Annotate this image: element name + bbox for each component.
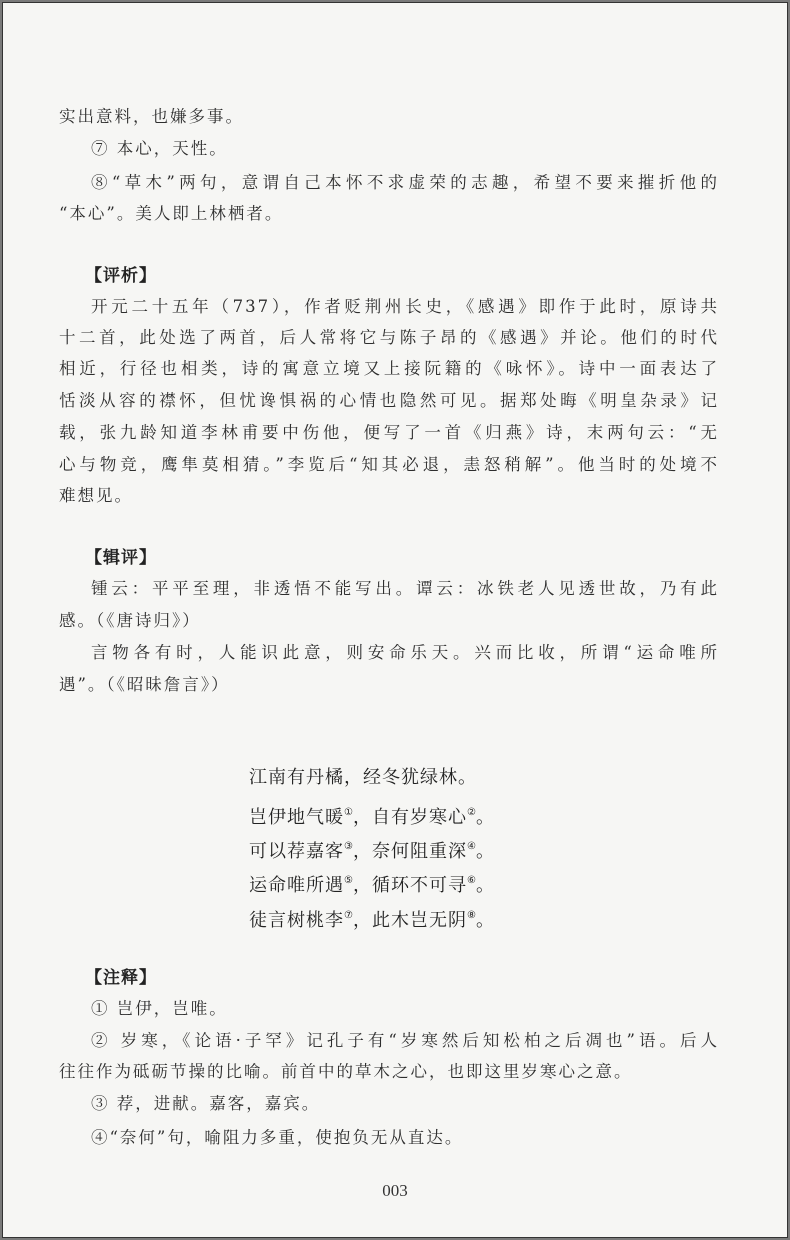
section-heading-jiping: 【辑评】	[85, 548, 157, 568]
jiping-comment-2-line-1: 言物各有时，人能识此意，则安命乐天。兴而比收，所谓“运命唯所	[91, 643, 719, 662]
pingxi-line-5: 载，张九龄知道李林甫要中伤他，便写了一首《归燕》诗，末两句云：“无	[59, 423, 719, 442]
note-marker: ②	[466, 807, 476, 818]
pingxi-line-4: 恬淡从容的襟怀，但忧谗惧祸的心情也隐然可见。据郑处晦《明皇杂录》记	[59, 391, 719, 410]
note-marker: ⑧	[466, 910, 476, 921]
pingxi-line-1: 开元二十五年（737），作者贬荆州长史，《感遇》即作于此时，原诗共	[91, 297, 719, 316]
poem-line-5: 徒言树桃李⑦，此木岂无阴⑧。	[249, 910, 495, 931]
annotation-3: ③ 荐，进献。嘉客，嘉宾。	[91, 1094, 321, 1113]
page-number: 003	[382, 1181, 408, 1200]
note-marker: ⑤	[344, 875, 353, 886]
annotation-4: ④“奈何”句，喻阻力多重，使抱负无从直达。	[91, 1128, 464, 1147]
jiping-comment-1-line-2: 感。（《唐诗归》）	[59, 611, 201, 630]
note-marker: ⑦	[344, 910, 353, 921]
pingxi-line-7: 难想见。	[59, 486, 133, 505]
pingxi-line-6: 心与物竞，鹰隼莫相猜。”李览后“知其必退，恚怒稍解”。他当时的处境不	[59, 455, 719, 474]
poem-line-1: 江南有丹橘，经冬犹绿林。	[249, 767, 477, 788]
annotation-2-line-1: ② 岁寒，《论语·子罕》记孔子有“岁寒然后知松柏之后凋也”语。后人	[91, 1031, 719, 1050]
annotation-1: ① 岂伊，岂唯。	[91, 999, 228, 1018]
note-6-continuation: 实出意料，也嫌多事。	[59, 107, 244, 126]
poem-line-4: 运命唯所遇⑤，循环不可寻⑥。	[249, 875, 495, 896]
poem-line-3: 可以荐嘉客③，奈何阻重深④。	[249, 841, 495, 862]
note-marker: ③	[344, 841, 353, 852]
note-marker: ④	[466, 841, 476, 852]
pingxi-line-2: 十二首，此处选了两首，后人常将它与陈子昂的《感遇》并论。他们的时代	[59, 328, 719, 347]
jiping-comment-2-line-2: 遇”。（《昭昧詹言》）	[59, 675, 230, 694]
section-heading-zhushi: 【注释】	[85, 968, 157, 988]
book-page	[2, 2, 788, 1238]
note-8-line-1: ⑧“草木”两句，意谓自己本怀不求虚荣的志趣，希望不要来摧折他的	[91, 173, 719, 192]
note-marker: ⑥	[466, 875, 476, 886]
section-heading-pingxi: 【评析】	[85, 266, 157, 286]
note-7: ⑦ 本心，天性。	[91, 139, 228, 158]
note-8-line-2: “本心”。美人即上林栖者。	[59, 204, 284, 223]
annotation-2-line-2: 往往作为砥砺节操的比喻。前首中的草木之心，也即这里岁寒心之意。	[59, 1062, 633, 1081]
pingxi-line-3: 相近，行径也相类，诗的寓意立境又上接阮籍的《咏怀》。诗中一面表达了	[59, 359, 719, 378]
poem-line-2: 岂伊地气暖①，自有岁寒心②。	[249, 807, 495, 828]
jiping-comment-1-line-1: 锺云：平平至理，非透悟不能写出。谭云：冰铁老人见透世故，乃有此	[91, 579, 719, 598]
note-marker: ①	[344, 807, 353, 818]
